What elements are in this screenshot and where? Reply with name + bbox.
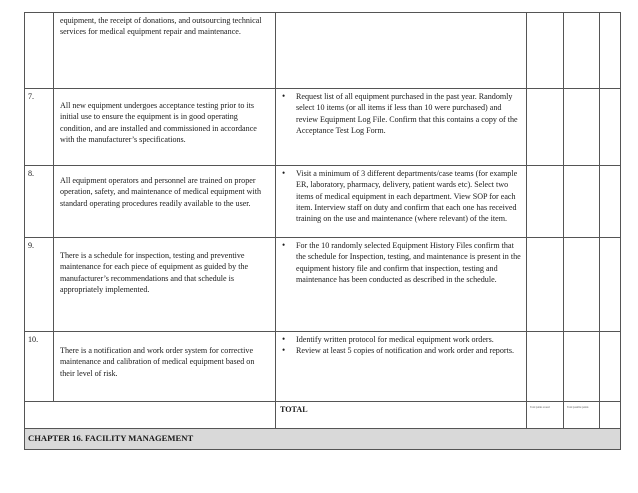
score-cell <box>527 166 564 238</box>
total-spacer <box>25 402 276 429</box>
verification-list <box>280 91 522 136</box>
standard-text: All new equipment undergoes acceptance testing prior to its initial use to ensure the equipment is in good operating condition, and are installed and commissioned in accordance with the manufacturer’s specifications. <box>60 101 257 144</box>
table-row <box>25 332 621 402</box>
total-label: TOTAL <box>276 402 527 429</box>
assessment-table <box>24 12 621 450</box>
score-cell <box>600 238 621 332</box>
standard-cell <box>54 332 276 402</box>
row-number: 8. <box>25 166 54 238</box>
table-row <box>25 166 621 238</box>
score-cell <box>600 89 621 166</box>
list-item: • Review at least 5 copies of notification and work order and reports. <box>280 345 522 356</box>
verification-cell <box>276 166 527 238</box>
score-cell <box>600 13 621 89</box>
total-possible-cell: Total possible points <box>564 402 600 429</box>
row-number: 9. <box>25 238 54 332</box>
row-number: 10. <box>25 332 54 402</box>
verification-list <box>280 240 522 285</box>
chapter-title: CHAPTER 16. FACILITY MANAGEMENT <box>25 429 621 450</box>
score-cell <box>600 332 621 402</box>
score-cell <box>564 166 600 238</box>
list-item: • Visit a minimum of 3 different departments/case teams (for example ER, laboratory, pharmacy, delivery, patient wards etc). Select two items of medical equipment in each department. View SOP for each item. Interview staff on duty and confirm that each one has received training on the use and maintenance (where relevant) of the item. <box>280 168 522 224</box>
score-cell <box>527 238 564 332</box>
standard-cell <box>54 166 276 238</box>
score-cell <box>527 89 564 166</box>
score-cell <box>564 89 600 166</box>
score-cell <box>527 13 564 89</box>
total-row <box>25 402 621 429</box>
score-cell <box>600 166 621 238</box>
score-cell <box>600 402 621 429</box>
standard-text: All equipment operators and personnel are trained on proper operation, safety, and maintenance of medical equipment with standard operating procedures readily available to the user. <box>60 176 262 208</box>
list-item: • For the 10 randomly selected Equipment History Files confirm that the schedule for Inspection, testing, and maintenance is present in the equipment history file and confirm that inspection, testing and maintenance has been conducted as described in the schedule. <box>280 240 522 285</box>
standard-text: There is a notification and work order system for corrective maintenance and calibration of medical equipment based on their level of risk. <box>60 346 255 378</box>
table-row <box>25 89 621 166</box>
score-cell <box>564 13 600 89</box>
standard-cell <box>54 89 276 166</box>
verification-cell <box>276 89 527 166</box>
standard-cell <box>54 13 276 89</box>
verification-cell <box>276 238 527 332</box>
verification-list <box>280 168 522 224</box>
verification-list <box>280 334 522 357</box>
table-row <box>25 238 621 332</box>
standard-text: There is a schedule for inspection, testing and preventive maintenance for each piece of equipment as guided by the manufacturer’s recommendations and that schedule is appropriately implemented. <box>60 251 249 294</box>
standard-text: equipment, the receipt of donations, and outsourcing technical services for medical equipment repair and maintenance. <box>60 16 262 37</box>
standard-cell <box>54 238 276 332</box>
verification-cell <box>276 332 527 402</box>
row-number: 7. <box>25 89 54 166</box>
score-cell <box>527 332 564 402</box>
score-cell <box>564 238 600 332</box>
total-score-cell: Total points scored <box>527 402 564 429</box>
list-item: • Identify written protocol for medical equipment work orders. <box>280 334 522 345</box>
row-number <box>25 13 54 89</box>
table-row <box>25 13 621 89</box>
list-item: • Request list of all equipment purchased in the past year. Randomly select 10 items (or all items if less than 10 were purchased) and review Equipment Log File. Confirm that this contains a copy of the Acceptance Test Log Form. <box>280 91 522 136</box>
verification-cell <box>276 13 527 89</box>
score-cell <box>564 332 600 402</box>
chapter-row <box>25 429 621 450</box>
